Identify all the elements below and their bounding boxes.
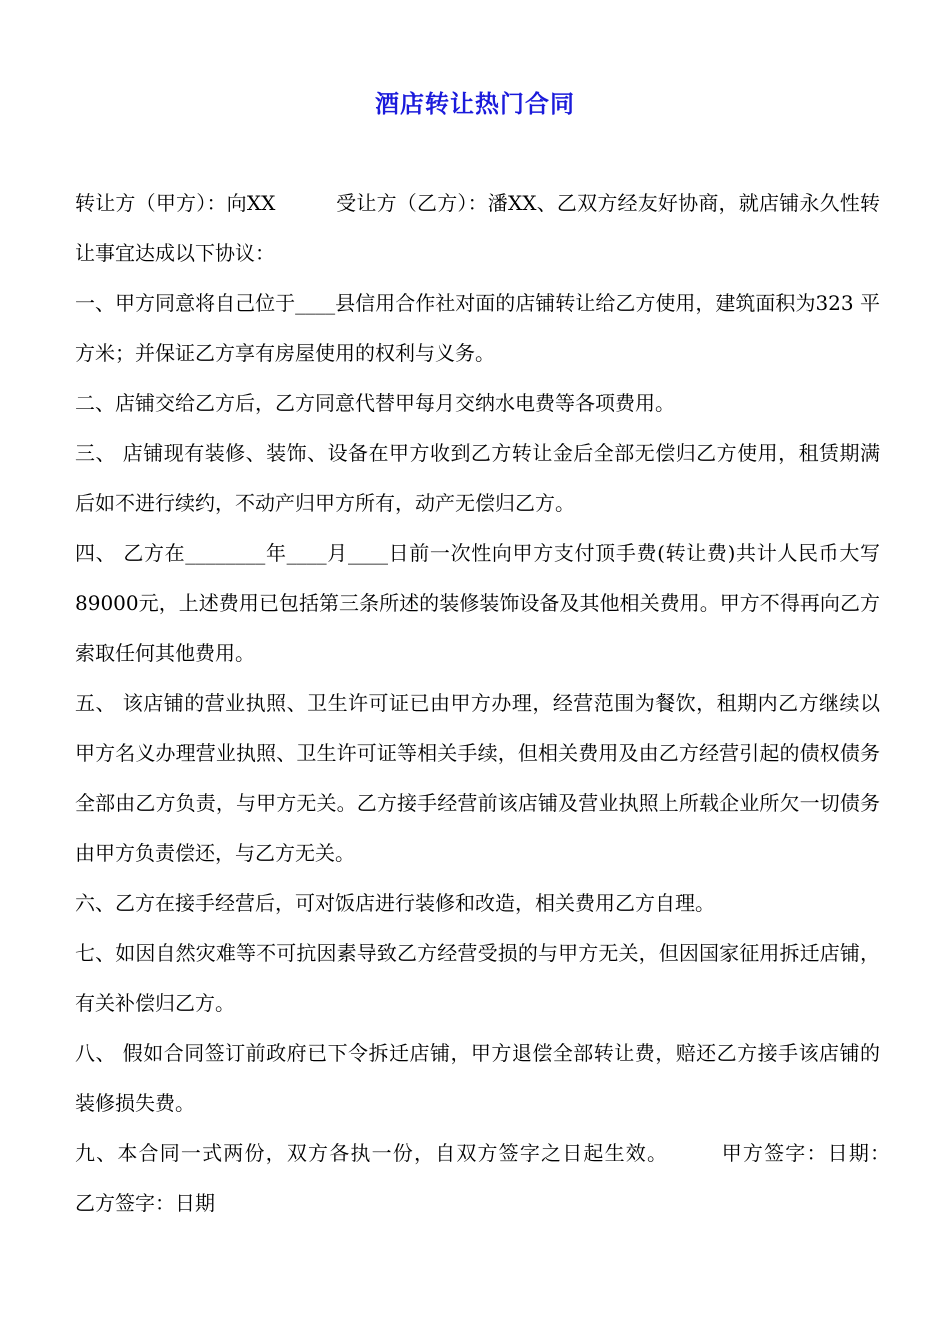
paragraph-clause-8: 八、 假如合同签订前政府已下令拆迁店铺，甲方退偿全部转让费，赔还乙方接手该店铺的装修损失费。 [75, 1041, 880, 1115]
document-title: 酒店转让热门合同 [375, 89, 575, 118]
document-body [75, 178, 927, 1228]
paragraph-clause-7: 七、如因自然灾难等不可抗因素导致乙方经营受损的与甲方无关，但因国家征用拆迁店铺，有关补偿归乙方。 [75, 941, 880, 1015]
paragraph-clause-4: 四、 乙方在________年____月____日前一次性向甲方支付顶手费(转让费)共计人民币大写 89000元，上述费用已包括第三条所述的装修装饰设备及其他相关费用。甲方不得再向乙方索取任何其他费用。 [75, 541, 880, 665]
paragraph-parties: 转让方（甲方）：向XX 受让方（乙方）：潘XX、乙双方经友好协商，就店铺永久性转让事宜达成以下协议： [75, 191, 880, 265]
paragraph-clause-6: 六、乙方在接手经营后，可对饭店进行装修和改造，相关费用乙方自理。 [75, 891, 715, 915]
paragraph-clause-3: 三、 店铺现有装修、装饰、设备在甲方收到乙方转让金后全部无偿归乙方使用，租赁期满后如不进行续约，不动产归甲方所有，动产无偿归乙方。 [75, 441, 880, 515]
paragraph-clause-2: 二、店铺交给乙方后，乙方同意代替甲每月交纳水电费等各项费用。 [75, 391, 675, 415]
paragraph-clause-5: 五、 该店铺的营业执照、卫生许可证已由甲方办理，经营范围为餐饮，租期内乙方继续以甲方名义办理营业执照、卫生许可证等相关手续，但相关费用及由乙方经营引起的债权债务全部由乙方负责，与甲方无关。乙方接手经营前该店铺及营业执照上所载企业所欠一切债务由甲方负责偿还，与乙方无关。 [75, 691, 880, 865]
paragraph-clause-1: 一、甲方同意将自己位于____县信用合作社对面的店铺转让给乙方使用，建筑面积为323 平方米；并保证乙方享有房屋使用的权利与义务。 [75, 291, 880, 365]
paragraph-clause-9-signatures: 九、本合同一式两份，双方各执一份，自双方签字之日起生效。 甲方签字：日期： 乙方签字：日期 [75, 1141, 927, 1215]
